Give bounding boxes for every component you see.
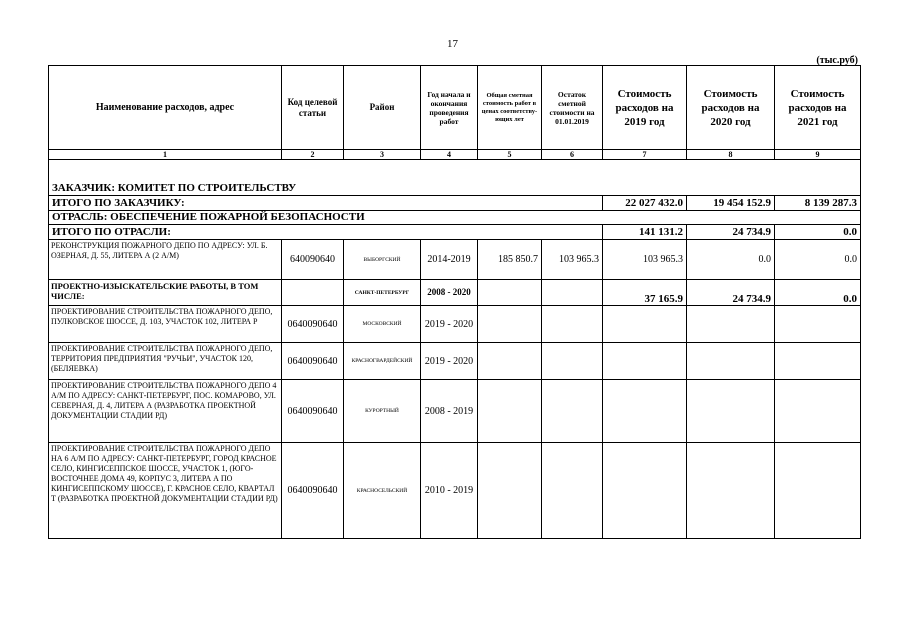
row-years: 2014-2019 [421, 240, 478, 280]
row-name: ПРОЕКТИРОВАНИЕ СТРОИТЕЛЬСТВА ПОЖАРНОГО ДЕПО, ТЕРРИТОРИЯ ПРЕДПРИЯТИЯ "РУЧЬИ", УЧАСТОК 120, (БЕЛЯЕВКА) [49, 343, 282, 380]
row-cost-2019: 37 165.9 [603, 280, 687, 306]
column-number: 1 [49, 150, 282, 160]
row-total-cost [478, 280, 542, 306]
column-number: 5 [478, 150, 542, 160]
customer-total-row [49, 196, 861, 211]
row-code: 0640090640 [282, 443, 344, 539]
header-cost-2021: Стоимость расходов на 2021 год [775, 66, 861, 150]
industry-total-row [49, 225, 861, 240]
row-name: ПРОЕКТНО-ИЗЫСКАТЕЛЬСКИЕ РАБОТЫ, В ТОМ ЧИСЛЕ: [49, 280, 282, 306]
row-remaining [542, 280, 603, 306]
row-years: 2019 - 2020 [421, 306, 478, 343]
table-row [49, 343, 861, 380]
table-row [49, 443, 861, 539]
row-years: 2019 - 2020 [421, 343, 478, 380]
header-district: Район [344, 66, 421, 150]
row-code [282, 280, 344, 306]
row-district: КРАСНОГВАРДЕЙСКИЙ [344, 343, 421, 380]
row-cost-2019: 103 965.3 [603, 240, 687, 280]
row-years: 2008 - 2019 [421, 380, 478, 443]
column-number: 9 [775, 150, 861, 160]
customer-total-2019: 22 027 432.0 [603, 196, 687, 211]
industry-total-label: ИТОГО ПО ОТРАСЛИ: [49, 225, 603, 240]
table-row [49, 240, 861, 280]
row-cost-2020: 24 734.9 [687, 280, 775, 306]
table-row [49, 306, 861, 343]
row-code: 0640090640 [282, 380, 344, 443]
header-cost-2019: Стоимость расходов на 2019 год [603, 66, 687, 150]
row-remaining: 103 965.3 [542, 240, 603, 280]
header-code: Код целевой статьи [282, 66, 344, 150]
header-name: Наименование расходов, адрес [49, 66, 282, 150]
header-remaining: Остаток сметной стоимости на 01.01.2019 [542, 66, 603, 150]
column-number: 2 [282, 150, 344, 160]
header-years: Год начала и окончания проведения работ [421, 66, 478, 150]
row-total-cost: 185 850.7 [478, 240, 542, 280]
customer-row [49, 160, 861, 196]
budget-table [48, 65, 861, 539]
industry-row [49, 211, 861, 225]
row-cost-2021: 0.0 [775, 280, 861, 306]
column-number: 4 [421, 150, 478, 160]
industry-total-2019: 141 131.2 [603, 225, 687, 240]
column-number-row [49, 150, 861, 160]
table-row [49, 380, 861, 443]
customer-total-label: ИТОГО ПО ЗАКАЗЧИКУ: [49, 196, 603, 211]
row-cost-2020: 0.0 [687, 240, 775, 280]
table-row [49, 280, 861, 306]
column-number: 7 [603, 150, 687, 160]
row-code: 0640090640 [282, 343, 344, 380]
industry-total-2021: 0.0 [775, 225, 861, 240]
page-number: 17 [447, 38, 458, 50]
customer-total-2020: 19 454 152.9 [687, 196, 775, 211]
header-total-cost: Общая сметная стоимость работ в ценах соответству-ющих лет [478, 66, 542, 150]
row-code: 640090640 [282, 240, 344, 280]
industry-total-2020: 24 734.9 [687, 225, 775, 240]
header-cost-2020: Стоимость расходов на 2020 год [687, 66, 775, 150]
row-name: ПРОЕКТИРОВАНИЕ СТРОИТЕЛЬСТВА ПОЖАРНОГО ДЕПО, ПУЛКОВСКОЕ ШОССЕ, Д. 103, УЧАСТОК 102, ЛИТЕРА Р [49, 306, 282, 343]
column-number: 3 [344, 150, 421, 160]
row-name: ПРОЕКТИРОВАНИЕ СТРОИТЕЛЬСТВА ПОЖАРНОГО ДЕПО НА 6 А/М ПО АДРЕСУ: САНКТ-ПЕТЕРБУРГ, ГОРОД КРАСНОЕ СЕЛО, КИНГИСЕППСКОЕ ШОССЕ, УЧАСТОК 1, (ЮГО-ВОСТОЧНЕЕ ДОМА 49, КОРПУС 3, ЛИТЕРА А ПО КИНГИСЕППСКОМУ ШОССЕ), Г. КРАСНОЕ СЕЛО, КВАРТАЛ Т (РАЗРАБОТКА ПРОЕКТНОЙ ДОКУМЕНТАЦИИ СТАДИИ РД) [49, 443, 282, 539]
column-number: 8 [687, 150, 775, 160]
units-label: (тыс.руб) [816, 55, 858, 66]
row-district: САНКТ-ПЕТЕРБУРГ [344, 280, 421, 306]
row-district: КРАСНОСЕЛЬСКИЙ [344, 443, 421, 539]
row-cost-2021: 0.0 [775, 240, 861, 280]
customer-label: ЗАКАЗЧИК: КОМИТЕТ ПО СТРОИТЕЛЬСТВУ [49, 160, 861, 196]
row-years: 2010 - 2019 [421, 443, 478, 539]
column-number: 6 [542, 150, 603, 160]
row-years: 2008 - 2020 [421, 280, 478, 306]
industry-label: ОТРАСЛЬ: ОБЕСПЕЧЕНИЕ ПОЖАРНОЙ БЕЗОПАСНОСТИ [49, 211, 861, 225]
row-name: РЕКОНСТРУКЦИЯ ПОЖАРНОГО ДЕПО ПО АДРЕСУ: УЛ. Б. ОЗЕРНАЯ, Д. 55, ЛИТЕРА А (2 А/М) [49, 240, 282, 280]
row-name: ПРОЕКТИРОВАНИЕ СТРОИТЕЛЬСТВА ПОЖАРНОГО ДЕПО 4 А/М ПО АДРЕСУ: САНКТ-ПЕТЕРБУРГ, ПОС. КОМАРОВО, УЛ. СЕВЕРНАЯ, Д. 4, ЛИТЕРА А (РАЗРАБОТКА ПРОЕКТНОЙ ДОКУМЕНТАЦИИ СТАДИИ РД) [49, 380, 282, 443]
customer-total-2021: 8 139 287.3 [775, 196, 861, 211]
row-district: КУРОРТНЫЙ [344, 380, 421, 443]
row-district: ВЫБОРГСКИЙ [344, 240, 421, 280]
row-district: МОСКОВСКИЙ [344, 306, 421, 343]
row-code: 0640090640 [282, 306, 344, 343]
header-row [49, 66, 861, 150]
